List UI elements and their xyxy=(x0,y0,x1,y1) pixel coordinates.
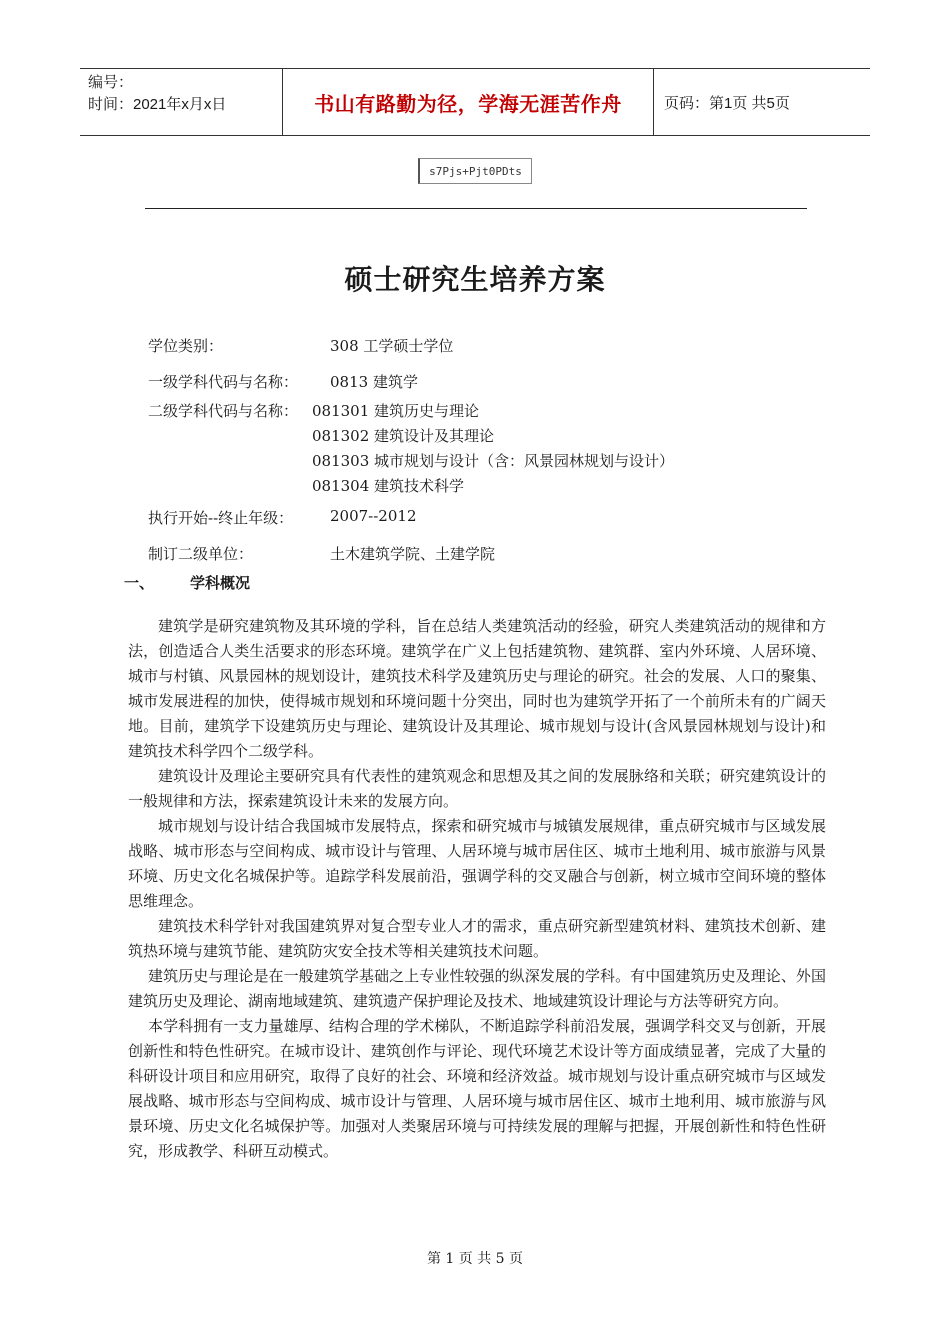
page-title: 硕士研究生培养方案 xyxy=(344,263,606,296)
page-footer: 第 1 页 共 5 页 xyxy=(426,1251,524,1267)
primary-discipline-value: 0813 建筑学 xyxy=(330,373,418,391)
paragraph: 建筑学是研究建筑物及其环境的学科，旨在总结人类建筑活动的经验，研究人类建筑活动的规律和方法，创造适合人类生活要求的形态环境。建筑学在广义上包括建筑物、建筑群、室内外环境、人居环境、城市与村镇、风景园林的规划设计，建筑技术科学及建筑历史与理论的研究。社会的发展、人口的聚集、城市发展进程的加快，使得城市规划和环境问题十分突出，同时也为建筑学开拓了一个前所未有的广阔天地。目前，建筑学下设建筑历史与理论、建筑设计及其理论、城市规划与设计(含风景园林规划与设计)和建筑技术科学四个二级学科。 xyxy=(128,617,826,760)
secondary-discipline-label: 二级学科代码与名称： xyxy=(148,402,299,420)
header-meta-cell xyxy=(80,69,282,135)
motto-cell xyxy=(282,69,654,135)
header-table xyxy=(80,68,870,136)
secondary-discipline-item: 081304 建筑技术科学 xyxy=(312,477,465,495)
secondary-discipline-item: 081302 建筑设计及其理论 xyxy=(312,427,495,445)
degree-type-label: 学位类别： xyxy=(148,337,224,355)
degree-type-value: 308 工学硕士学位 xyxy=(330,337,454,355)
divider-line xyxy=(145,208,807,209)
page-info-cell xyxy=(654,69,870,135)
grade-range-value: 2007--2012 xyxy=(330,507,417,525)
number-label: 编号： xyxy=(88,74,134,91)
page-info: 页码：第1页 共5页 xyxy=(664,94,790,112)
paragraph: 建筑设计及理论主要研究具有代表性的建筑观念和思想及其之间的发展脉络和关联；研究建筑设计的一般规律和方法，探索建筑设计未来的发展方向。 xyxy=(128,767,826,810)
section-title: 学科概况 xyxy=(190,575,251,592)
paragraph: 建筑技术科学针对我国建筑界对复合型专业人才的需求，重点研究新型建筑材料、建筑技术创新、建筑热环境与建筑节能、建筑防灾安全技术等相关建筑技术问题。 xyxy=(128,917,826,960)
paragraph: 城市规划与设计结合我国城市发展特点，探索和研究城市与城镇发展规律，重点研究城市与区域发展战略、城市形态与空间构成、城市设计与管理、人居环境与城市居住区、城市土地利用、城市旅游与风景环境、历史文化名城保护等。追踪学科发展前沿，强调学科的交叉融合与创新，树立城市空间环境的整体思维理念。 xyxy=(128,817,826,910)
section-heading xyxy=(124,572,250,593)
section-number: 一、 xyxy=(124,575,155,592)
primary-discipline-label: 一级学科代码与名称： xyxy=(148,373,299,391)
secondary-discipline-item: 081301 建筑历史与理论 xyxy=(312,402,480,420)
date-label: 时间：2021年x月x日 xyxy=(88,96,227,113)
document-code-box: s7Pjs+Pjt0PDts xyxy=(418,158,532,184)
unit-value: 土木建筑学院、土建学院 xyxy=(330,545,496,563)
body-text xyxy=(128,614,826,1164)
paragraph: 本学科拥有一支力量雄厚、结构合理的学术梯队，不断追踪学科前沿发展，强调学科交叉与创新，开展创新性和特色性研究。在城市设计、建筑创作与评论、现代环境艺术设计等方面成绩显著，完成了大量的科研设计项目和应用研究，取得了良好的社会、环境和经济效益。城市规划与设计重点研究城市与区域发展战略、城市形态与空间构成、城市设计与管理、人居环境与城市居住区、城市土地利用、城市旅游与风景环境、历史文化名城保护等。加强对人类聚居环境与可持续发展的理解与把握，开展创新性和特色性研究，形成教学、科研互动模式。 xyxy=(128,1017,826,1160)
motto-text: 书山有路勤为径，学海无涯苦作舟 xyxy=(314,93,622,116)
grade-range-label: 执行开始--终止年级： xyxy=(148,509,294,527)
unit-label: 制订二级单位： xyxy=(148,545,254,563)
secondary-discipline-item: 081303 城市规划与设计（含：风景园林规划与设计） xyxy=(312,452,675,470)
paragraph: 建筑历史与理论是在一般建筑学基础之上专业性较强的纵深发展的学科。有中国建筑历史及理论、外国建筑历史及理论、湖南地域建筑、建筑遗产保护理论及技术、地域建筑设计理论与方法等研究方向。 xyxy=(128,967,826,1010)
